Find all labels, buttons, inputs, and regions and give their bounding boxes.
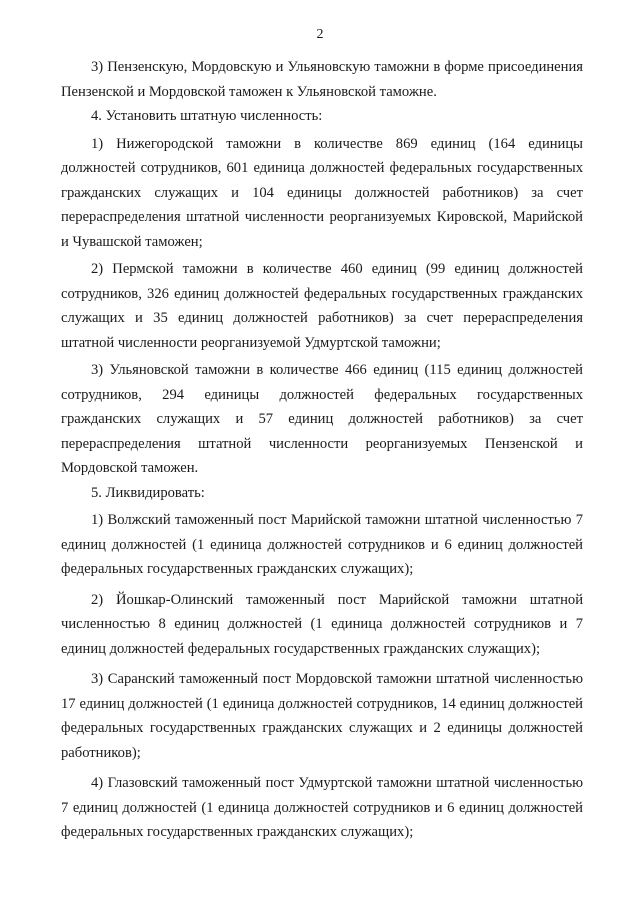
paragraph-staffing-ulyanovsk: 3) Ульяновской таможни в количестве 466 единиц (115 единиц должностей сотрудников, 294 единицы должностей федеральных государственных гражданских служащих и 57 единиц должностей работников) за счет перераспределения штатной численности реорганизуемых Пензенской и Мордовской таможен. [61, 362, 583, 476]
paragraph-staffing-perm: 2) Пермской таможни в количестве 460 единиц (99 единиц должностей сотрудников, 326 единиц должностей федеральных государственных гражданских служащих и 35 единиц должностей работников) за счет перераспределения штатной численности реорганизуемой Удмуртской таможни; [61, 261, 583, 351]
page-number: 2 [316, 27, 324, 42]
paragraph-liquidate-saransk: 3) Саранский таможенный пост Мордовской таможни штатной численностью 17 единиц должностей (1 единица должностей сотрудников, 14 единиц должностей федеральных государственных гражданских служащих и 2 единицы должностей работников); [61, 671, 583, 761]
paragraph-liquidate-heading: 5. Ликвидировать: [91, 484, 205, 501]
paragraph-staffing-nizhny-novgorod: 1) Нижегородской таможни в количестве 869 единиц (164 единицы должностей сотрудников, 601 единица должностей федеральных государственных гражданских служащих и 104 единицы должностей работников) за счет перераспределения штатной численности реорганизуемых Кировской, Марийской и Чувашской таможен; [61, 135, 583, 250]
paragraph-merge-ulyanovsk: 3) Пензенскую, Мордовскую и Ульяновскую таможни в форме присоединения Пензенской и Мордовской таможен к Ульяновской таможне. [61, 59, 583, 100]
document-body [61, 55, 583, 845]
paragraph-staffing-heading: 4. Установить штатную численность: [91, 108, 323, 124]
paragraph-liquidate-yoshkar-ola: 2) Йошкар-Олинский таможенный пост Марийской таможни штатной численностью 8 единиц должностей (1 единица должностей сотрудников и 7 единиц должностей федеральных государственных гражданских служащих); [61, 591, 583, 657]
paragraph-liquidate-volzhsky: 1) Волжский таможенный пост Марийской таможни штатной численностью 7 единиц должностей (1 единица должностей сотрудников и 6 единиц должностей федеральных государственных гражданских служащих); [61, 512, 583, 577]
paragraph-liquidate-glazov: 4) Глазовский таможенный пост Удмуртской таможни штатной численностью 7 единиц должностей (1 единица должностей сотрудников и 6 единиц должностей федеральных государственных гражданских служащих); [61, 775, 583, 840]
